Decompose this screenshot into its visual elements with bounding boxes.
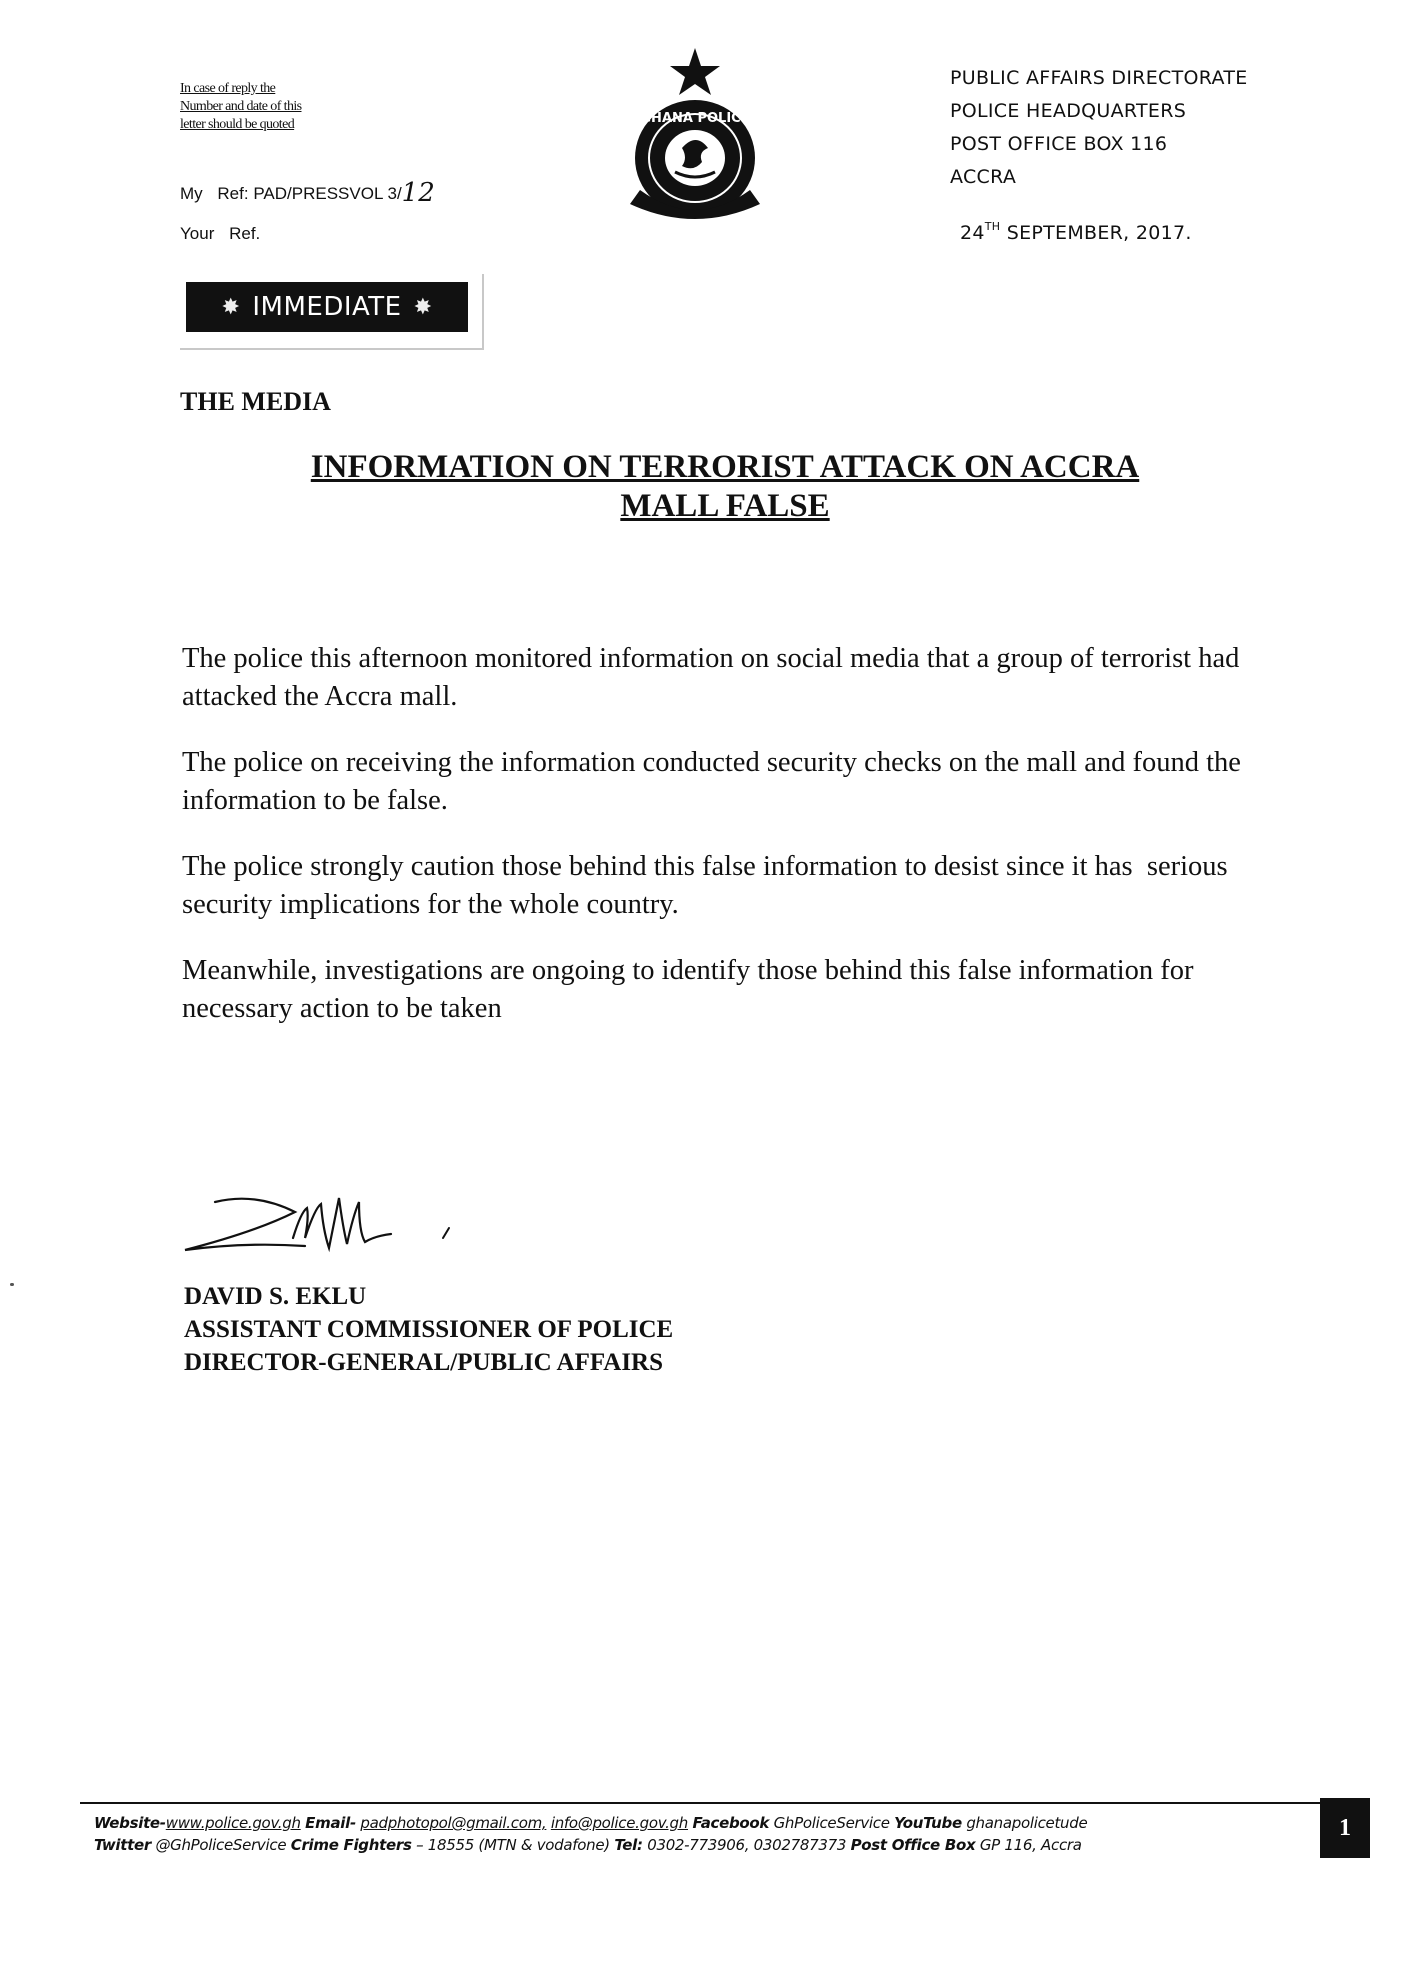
my-ref-label: My (180, 184, 203, 203)
sender-address (950, 62, 1248, 194)
signatory-title: DIRECTOR-GENERAL/PUBLIC AFFAIRS (184, 1349, 664, 1376)
address-line: ACCRA (950, 166, 1017, 188)
website-label: Website- (94, 1814, 166, 1832)
handwritten-signature (175, 1180, 505, 1280)
crime-fighters-number: – 18555 (MTN & vodafone) (416, 1836, 610, 1854)
reply-note-line: letter should be quoted (180, 117, 295, 132)
burst-icon: ✸ (221, 294, 241, 320)
letter-date (960, 220, 1192, 244)
your-reference (180, 224, 260, 244)
reply-note-line: In case of reply the (180, 81, 276, 96)
my-ref-handwritten: 12 (401, 178, 435, 208)
burst-icon: ✸ (413, 294, 433, 320)
stamp-label: IMMEDIATE (252, 292, 402, 322)
website-link[interactable]: www.police.gov.gh (165, 1814, 301, 1832)
facebook-label: Facebook (692, 1814, 770, 1832)
date-rest: SEPTEMBER, 2017. (1000, 222, 1192, 244)
address-line: PUBLIC AFFAIRS DIRECTORATE (950, 67, 1248, 89)
email-label: Email- (305, 1814, 356, 1832)
twitter-handle: @GhPoliceService (155, 1836, 287, 1854)
youtube-handle: ghanapolicetude (966, 1814, 1088, 1832)
immediate-stamp (186, 282, 468, 332)
letter-body (182, 640, 1292, 1056)
address-line: POLICE HEADQUARTERS (950, 100, 1187, 122)
your-ref-key: Ref. (229, 224, 261, 243)
facebook-handle: GhPoliceService (773, 1814, 890, 1832)
body-paragraph: The police on receiving the information conducted security checks on the mall and found the information to be false. (182, 747, 1249, 816)
signatory-rank: ASSISTANT COMMISSIONER OF POLICE (184, 1316, 674, 1343)
recipient: THE MEDIA (180, 387, 331, 416)
ghana-police-crest-icon (620, 40, 790, 220)
tel-label: Tel: (614, 1836, 643, 1854)
my-ref-key: Ref: (217, 184, 249, 203)
my-ref-value: PAD/PRESSVOL 3/ (253, 184, 402, 203)
pobox-value: GP 116, Accra (979, 1836, 1082, 1854)
scan-speck (10, 1283, 14, 1286)
your-ref-label: Your (180, 224, 215, 243)
document-heading (180, 448, 1270, 526)
reply-instruction-note (180, 80, 350, 134)
body-paragraph: The police this afternoon monitored information on social media that a group of terrorist had attacked the Accra mall. (182, 643, 1247, 712)
email-link[interactable]: padphotopol@gmail.com, (360, 1814, 547, 1832)
contact-footer (94, 1812, 1316, 1856)
date-day: 24 (960, 222, 985, 244)
reply-note-line: Number and date of this (180, 99, 302, 114)
footer-line-1 (94, 1812, 1316, 1834)
footer-rule (80, 1802, 1328, 1804)
my-reference (180, 178, 435, 208)
pobox-label: Post Office Box (850, 1836, 976, 1854)
signatory-name: DAVID S. EKLU (184, 1283, 367, 1310)
footer-line-2 (94, 1834, 1316, 1856)
signatory-block (184, 1280, 673, 1379)
date-suffix: TH (984, 220, 1001, 233)
heading-line: INFORMATION ON TERRORIST ATTACK ON ACCRA (310, 449, 1140, 485)
crest-text: GHANA POLICE (640, 111, 750, 126)
page-number: 1 (1320, 1798, 1370, 1858)
crime-fighters-label: Crime Fighters (290, 1836, 412, 1854)
twitter-label: Twitter (94, 1836, 151, 1854)
youtube-label: YouTube (894, 1814, 962, 1832)
tel-numbers: 0302-773906, 0302787373 (647, 1836, 847, 1854)
email-link[interactable]: info@police.gov.gh (550, 1814, 688, 1832)
address-line: POST OFFICE BOX 116 (950, 133, 1168, 155)
heading-line: MALL FALSE (620, 488, 830, 524)
body-paragraph: Meanwhile, investigations are ongoing to identify those behind this false information for necessary action to be taken (182, 955, 1201, 1024)
body-paragraph: The police strongly caution those behind this false information to desist since it has serious security implications for the whole country. (182, 851, 1235, 920)
